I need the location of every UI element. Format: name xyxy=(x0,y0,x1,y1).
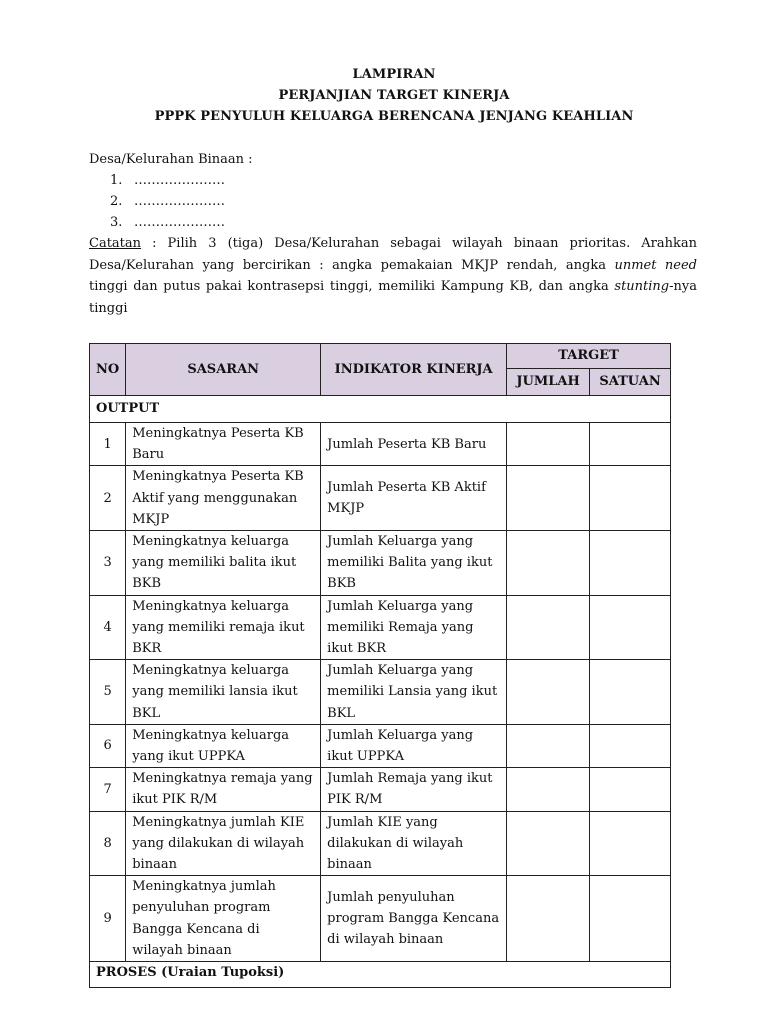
row-sasaran: Meningkatnya jumlah KIE yang dilakukan di wilayah binaan xyxy=(126,811,321,876)
doc-title-perjanjian: PERJANJIAN TARGET KINERJA xyxy=(278,88,510,103)
table-row xyxy=(90,768,671,811)
row-indikator: Jumlah Keluarga yang memiliki Lansia yang ikut BKL xyxy=(321,660,507,725)
catatan-nya: -nya xyxy=(669,279,697,294)
row-jumlah xyxy=(507,876,590,962)
row-sasaran: Meningkatnya Peserta KB Baru xyxy=(126,423,321,466)
row-sasaran: Meningkatnya keluarga yang memiliki lansia ikut BKL xyxy=(126,660,321,725)
table-row xyxy=(90,595,671,660)
table-row xyxy=(90,660,671,725)
row-satuan xyxy=(590,724,671,767)
desa-item-blank: ………………… xyxy=(134,194,225,209)
row-satuan xyxy=(590,531,671,596)
row-jumlah xyxy=(507,768,590,811)
catatan-line4: tinggi xyxy=(89,300,128,316)
header-indikator: INDIKATOR KINERJA xyxy=(321,344,507,396)
catatan-line2: Desa/Kelurahan yang bercirikan : angka pemakaian MKJP rendah, angka xyxy=(89,257,606,273)
row-jumlah xyxy=(507,811,590,876)
row-satuan xyxy=(590,595,671,660)
row-jumlah xyxy=(507,724,590,767)
table-row xyxy=(90,811,671,876)
table-row xyxy=(90,531,671,596)
row-satuan xyxy=(590,660,671,725)
header-satuan: SATUAN xyxy=(590,369,671,396)
doc-title-pppk: PPPK PENYULUH KELUARGA BERENCANA JENJANG KEAHLIAN xyxy=(154,109,634,124)
row-indikator: Jumlah penyuluhan program Bangga Kencana di wilayah binaan xyxy=(321,876,507,962)
row-sasaran: Meningkatnya keluarga yang ikut UPPKA xyxy=(126,724,321,767)
desa-item-blank: ………………… xyxy=(134,215,225,230)
row-no: 9 xyxy=(90,876,126,962)
catatan-line1: : Pilih 3 (tiga) Desa/Kelurahan sebagai wilayah binaan prioritas. Arahkan xyxy=(152,236,697,251)
header-jumlah: JUMLAH xyxy=(507,369,590,396)
doc-title-lampiran: LAMPIRAN xyxy=(352,67,436,82)
row-sasaran: Meningkatnya keluarga yang memiliki remaja ikut BKR xyxy=(126,595,321,660)
catatan-stunting: stunting xyxy=(614,279,670,294)
row-jumlah xyxy=(507,660,590,725)
row-indikator: Jumlah Remaja yang ikut PIK R/M xyxy=(321,768,507,811)
desa-item-number: 1. xyxy=(110,173,123,188)
table-row xyxy=(90,876,671,962)
row-sasaran: Meningkatnya keluarga yang memiliki balita ikut BKB xyxy=(126,531,321,596)
row-no: 1 xyxy=(90,423,126,466)
row-satuan xyxy=(590,466,671,531)
table-row xyxy=(90,423,671,466)
row-jumlah xyxy=(507,531,590,596)
catatan-line3: tinggi dan putus pakai kontrasepsi tinggi, memiliki Kampung KB, dan angka xyxy=(89,279,609,294)
row-satuan xyxy=(590,876,671,962)
catatan-label: Catatan xyxy=(89,236,142,251)
row-sasaran: Meningkatnya Peserta KB Aktif yang menggunakan MKJP xyxy=(126,466,321,531)
row-satuan xyxy=(590,768,671,811)
row-no: 5 xyxy=(90,660,126,725)
row-jumlah xyxy=(507,466,590,531)
table-row xyxy=(90,724,671,767)
catatan-unmet-need: unmet need xyxy=(614,257,697,273)
catatan-paragraph xyxy=(89,233,697,319)
row-no: 6 xyxy=(90,724,126,767)
row-sasaran: Meningkatnya remaja yang ikut PIK R/M xyxy=(126,768,321,811)
desa-item-blank: ………………… xyxy=(134,173,225,188)
desa-item-number: 3. xyxy=(110,215,123,230)
row-no: 4 xyxy=(90,595,126,660)
row-indikator: Jumlah Keluarga yang ikut UPPKA xyxy=(321,724,507,767)
section-output: OUTPUT xyxy=(90,396,671,423)
row-indikator: Jumlah KIE yang dilakukan di wilayah binaan xyxy=(321,811,507,876)
row-satuan xyxy=(590,811,671,876)
header-no: NO xyxy=(90,344,126,396)
row-indikator: Jumlah Peserta KB Baru xyxy=(321,423,507,466)
header-target: TARGET xyxy=(507,344,671,369)
row-no: 2 xyxy=(90,466,126,531)
row-satuan xyxy=(590,423,671,466)
header-sasaran: SASARAN xyxy=(126,344,321,396)
row-jumlah xyxy=(507,423,590,466)
table-row xyxy=(90,466,671,531)
row-sasaran: Meningkatnya jumlah penyuluhan program Bangga Kencana di wilayah binaan xyxy=(126,876,321,962)
row-indikator: Jumlah Peserta KB Aktif MKJP xyxy=(321,466,507,531)
row-no: 3 xyxy=(90,531,126,596)
target-table xyxy=(89,343,671,988)
row-jumlah xyxy=(507,595,590,660)
section-proses: PROSES (Uraian Tupoksi) xyxy=(90,962,671,988)
row-indikator: Jumlah Keluarga yang memiliki Remaja yang ikut BKR xyxy=(321,595,507,660)
row-indikator: Jumlah Keluarga yang memiliki Balita yang ikut BKB xyxy=(321,531,507,596)
desa-label: Desa/Kelurahan Binaan : xyxy=(89,152,253,167)
row-no: 8 xyxy=(90,811,126,876)
desa-item-number: 2. xyxy=(110,194,123,209)
row-no: 7 xyxy=(90,768,126,811)
